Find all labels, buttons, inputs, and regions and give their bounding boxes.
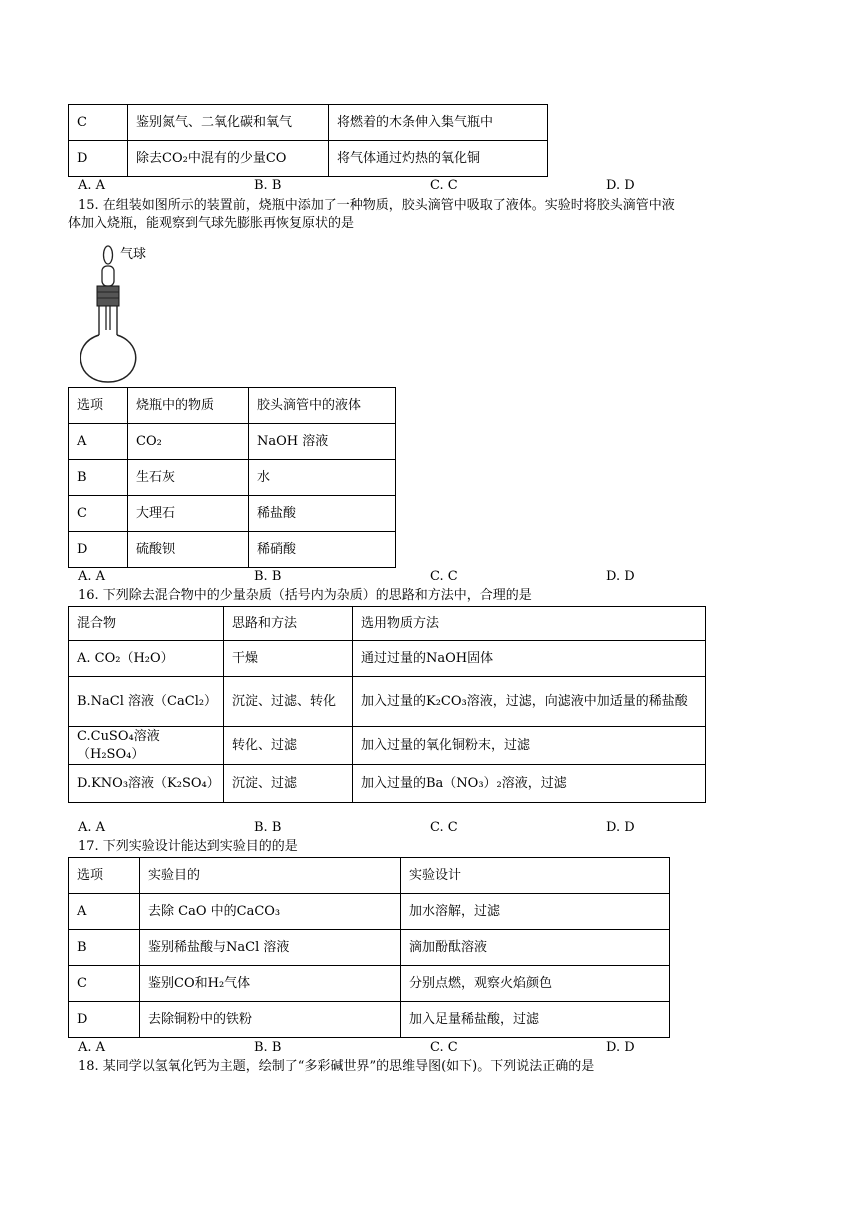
q17-header-cell: 实验目的 bbox=[140, 858, 401, 894]
stopper bbox=[97, 286, 119, 306]
q17-cell: 加水溶解，过滤 bbox=[401, 894, 670, 930]
q17-cell: 鉴别CO和H₂气体 bbox=[140, 966, 401, 1002]
option-b[interactable]: B. B bbox=[254, 1040, 282, 1055]
q15-cell: C bbox=[69, 496, 128, 532]
q14-cell: 将气体通过灼热的氧化铜 bbox=[329, 141, 548, 177]
q15-stem-line: 体加入烧瓶，能观察到气球先膨胀再恢复原状的是 bbox=[68, 216, 355, 231]
q16-table bbox=[68, 606, 706, 803]
q14-cell: 鉴别氮气、二氧化碳和氧气 bbox=[128, 105, 329, 141]
q16-header-cell: 混合物 bbox=[69, 607, 224, 641]
q16-cell: 沉淀、过滤 bbox=[224, 765, 353, 803]
option-a[interactable]: A. A bbox=[78, 1040, 106, 1055]
option-d[interactable]: D. D bbox=[606, 820, 635, 835]
q16-cell: C.CuSO₄溶液（H₂SO₄） bbox=[69, 727, 224, 765]
q17-cell: 去除铜粉中的铁粉 bbox=[140, 1002, 401, 1038]
q15-options bbox=[78, 569, 778, 585]
q14-table bbox=[68, 104, 548, 177]
q16-cell: 加入过量的氧化铜粉末，过滤 bbox=[353, 727, 706, 765]
q17-options bbox=[78, 1040, 778, 1056]
q16-stem: 16. 下列除去混合物中的少量杂质（括号内为杂质）的思路和方法中，合理的是 bbox=[78, 588, 532, 603]
q17-cell: 鉴别稀盐酸与NaCl 溶液 bbox=[140, 930, 401, 966]
q16-cell: 干燥 bbox=[224, 641, 353, 677]
q15-cell: 大理石 bbox=[128, 496, 249, 532]
balloon-shape bbox=[104, 246, 113, 264]
q17-header-cell: 选项 bbox=[69, 858, 140, 894]
option-d[interactable]: D. D bbox=[606, 178, 635, 193]
q14-cell: D bbox=[69, 141, 128, 177]
q15-stem bbox=[68, 197, 790, 233]
q17-cell: 滴加酚酞溶液 bbox=[401, 930, 670, 966]
q16-cell: D.KNO₃溶液（K₂SO₄） bbox=[69, 765, 224, 803]
q17-cell: D bbox=[69, 1002, 140, 1038]
option-b[interactable]: B. B bbox=[254, 178, 282, 193]
flask-body bbox=[80, 335, 135, 382]
option-a[interactable]: A. A bbox=[78, 569, 106, 584]
q15-cell: D bbox=[69, 532, 128, 568]
q15-cell: CO₂ bbox=[128, 424, 249, 460]
q17-header-cell: 实验设计 bbox=[401, 858, 670, 894]
q14-cell: 除去CO₂中混有的少量CO bbox=[128, 141, 329, 177]
option-c[interactable]: C. C bbox=[430, 1040, 458, 1055]
q14-cell: 将燃着的木条伸入集气瓶中 bbox=[329, 105, 548, 141]
q15-cell: B bbox=[69, 460, 128, 496]
q16-cell: 沉淀、过滤、转化 bbox=[224, 677, 353, 727]
q15-cell: 稀盐酸 bbox=[249, 496, 396, 532]
q15-stem-line: 15. 在组装如图所示的装置前，烧瓶中添加了一种物质，胶头滴管中吸取了液体。实验时将胶头滴管中液 bbox=[78, 198, 675, 213]
q17-cell: B bbox=[69, 930, 140, 966]
q15-cell: NaOH 溶液 bbox=[249, 424, 396, 460]
dropper-bulb bbox=[102, 266, 114, 286]
option-a[interactable]: A. A bbox=[78, 820, 106, 835]
figure-label: 气球 bbox=[120, 246, 147, 261]
q16-header-cell: 思路和方法 bbox=[224, 607, 353, 641]
q16-cell: 加入过量的K₂CO₃溶液，过滤，向滤液中加适量的稀盐酸 bbox=[353, 677, 706, 727]
q15-header-cell: 烧瓶中的物质 bbox=[128, 388, 249, 424]
q17-stem: 17. 下列实验设计能达到实验目的的是 bbox=[78, 839, 298, 854]
q15-header-cell: 选项 bbox=[69, 388, 128, 424]
option-c[interactable]: C. C bbox=[430, 569, 458, 584]
q15-cell: 硫酸钡 bbox=[128, 532, 249, 568]
q17-table bbox=[68, 857, 670, 1038]
option-d[interactable]: D. D bbox=[606, 569, 635, 584]
q15-cell: 水 bbox=[249, 460, 396, 496]
option-a[interactable]: A. A bbox=[78, 178, 106, 193]
q16-cell: B.NaCl 溶液（CaCl₂） bbox=[69, 677, 224, 727]
q17-cell: C bbox=[69, 966, 140, 1002]
option-b[interactable]: B. B bbox=[254, 820, 282, 835]
q18-stem: 18. 某同学以氢氧化钙为主题，绘制了“多彩碱世界”的思维导图(如下)。下列说法正确的是 bbox=[78, 1059, 595, 1074]
option-c[interactable]: C. C bbox=[430, 178, 458, 193]
option-b[interactable]: B. B bbox=[254, 569, 282, 584]
option-c[interactable]: C. C bbox=[430, 820, 458, 835]
q15-cell: 生石灰 bbox=[128, 460, 249, 496]
q14-options bbox=[78, 178, 778, 194]
q16-header-cell: 选用物质方法 bbox=[353, 607, 706, 641]
q15-header-cell: 胶头滴管中的液体 bbox=[249, 388, 396, 424]
flask-balloon-figure bbox=[80, 240, 150, 386]
q17-cell: A bbox=[69, 894, 140, 930]
q16-cell: 转化、过滤 bbox=[224, 727, 353, 765]
q17-cell: 分别点燃，观察火焰颜色 bbox=[401, 966, 670, 1002]
q15-cell: A bbox=[69, 424, 128, 460]
q15-cell: 稀硝酸 bbox=[249, 532, 396, 568]
q17-cell: 去除 CaO 中的CaCO₃ bbox=[140, 894, 401, 930]
q16-cell: 通过过量的NaOH固体 bbox=[353, 641, 706, 677]
q16-options bbox=[78, 820, 778, 836]
q17-cell: 加入足量稀盐酸，过滤 bbox=[401, 1002, 670, 1038]
q16-cell: A. CO₂（H₂O） bbox=[69, 641, 224, 677]
q15-table bbox=[68, 387, 396, 568]
q16-cell: 加入过量的Ba（NO₃）₂溶液，过滤 bbox=[353, 765, 706, 803]
q14-cell: C bbox=[69, 105, 128, 141]
option-d[interactable]: D. D bbox=[606, 1040, 635, 1055]
